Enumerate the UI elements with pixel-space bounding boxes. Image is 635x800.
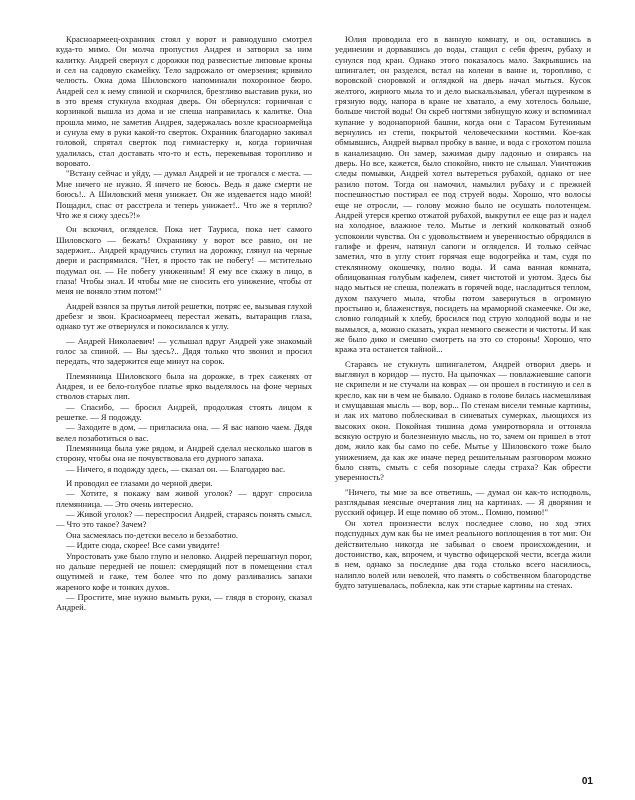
paragraph: Племянница Шиловского была на дорожке, в трех саженях от Андрея, и ее бело-голубое платье ярко выделялось на фоне черных стволов старых лип. [56,370,312,402]
paragraph: Юлия проводила его в ванную комнату, и он, оставшись в уединении и дорвавшись до воды, стащил с себя френч, рубаху и сунулся под кран. Однако этого показалось мало. Закрывшись на шпингалет, он разделся, встал на колени в ванне и, торопливо, с воровской сноровкой и оглядкой на дверь начал мыться. Кусок желтого, жирного мыла то и дело выскальзывал, убегал щуренком в грязную воду, напора в кране не хватало, а ему хотелось больше, больше чистой воды! Он скреб ногтями зябнущую кожу и вспоминал купание у водонапорной башни, когда они с Тарасом Бутениным вернулись из степи, покрытой человеческими костями. Кое-как обмывшись, Андрей вырвал пробку в ванне, и вода с грохотом пошла в канализацию. Он замер, зажимая дыру ладонью и озираясь на дверь. Но все, кажется, было спокойно, никто не слышал. Уничтожив следы помывки, Андрей хотел вытереться рубахой, однако от нее разило потом. Тогда он намочил, намылил рубаху и с прежней поспешностью постирал ее под струей воды. Хорошо, что волосы еще не отросли, — голову можно было не осушать полотенцем. Андрей утерся крепко отжатой рубахой, выкрутил ее еще раз и надел на холодное, влажное тело. Мытье и легкий колковатый озноб успокоили чувства. Он с удовольствием и уверенностью обрядился в галифе и френч, натянул сапоги и огляделся. И только сейчас заметил, что в углу стоит горячая еще водогрейка и там, судя по стеклянному окошечку, полно воды. И сама ванная комната, облицованная голубым кафелем, сияет чистотой и уютом. Здесь бы надо мыться не спеша, полежать в горячей воде, насладиться теплом, духом пахучего мыла, чтобы потом завернуться в огромную простыню и, блаженствуя, посидеть на мраморной скамеечке. Он же, словно голодный к хлебу, бросился под струю холодной воды и не вымылся, а, можно сказать, украл немного свежести и чистоты. И как же было дико и смешно смотреть на это со стороны! Хорошо, что кража эта останется тайной... [335,34,591,355]
paragraph: Стараясь не стукнуть шпингалетом, Андрей отворил дверь и выглянул в коридор — пусто. На цыпочках — повлажневшие сапоги не скрипели и не стучали на ковpax — он прошел в гостиную и сел в кресло, как ни в чем не бывало. Однако в голове билась насмешливая и смущавшая мысль — вор, вор... По стенам висели темные картины, и лак их матово поблескивал в синеватых сумерках, льющихся из высоких окон. Покойная тишина дома умиротворяла и оттоняла всякую острую и болезненную мысль, но то, зачем он пришел в этот дом, жило как бы само по себе. Мытье у Шиловского тоже было унижением, да как же иначе перед решительным разговором можно было снять, смыть с себя позорные следы страха? Как обрести уверенность? [335,358,591,483]
paragraph: Он вскочил, огляделся. Пока нет Тауриса, пока нет самого Шиловского — бежать! Охраннику у ворот все равно, он не задержит... Андрей крадучись ступил на дорожку, глянул на черные двери и распрямился. "Нет, я просто так не побегу! — мстительно подумал он. — Не побегу униженным! Я ему все скажу в лицо, в глаза! Чтобы знал. И чтобы мне не сносить его унижение, чтобы от меня не воняло этим потом!" [56,224,312,297]
paragraph: Он хотел произнести вслух последнее слово, но ход этих подспудных дум как бы не имел реального воплощения в тот миг. Он действительно никогда не забывал о своем происхождении, и достоинство, как, впрочем, и чувство офицерской чести, всегда жили в нем, однако за последние два года столько всего насилиось, налипло волей или неволей, что память о собственном благородстве будто затушевалась, поблекла, как эти старые картины на стенах. [335,517,591,590]
paragraph: Красноармеец-охранник стоял у ворот и равнодушно смотрел куда-то мимо. Он молча пропустил Андрея и затворил за ним калитку. Андрей свернул с дорожки под развесистые липовые кроны и сел на садовую скамейку. Тело задрожало от омерзения; кривило челюсть. Окна дома Шиловского напоминали похоронное бюро. Андрей сел к нему спиной и скорчился, брезгливо выставив руки, но в это время стукнула входная дверь. Он обернулся: горничная с корзинкой вышла из дома и не спеша направилась к калитке. Она прошла мимо, не заметив Андрея, задержалась возле красноармейца и сунула ему в руки какой-то сверток. Охранник благодарно закивал головой, спрятал сверток под гимнастерку и, когда горничная удалилась, стал доставать что-то и есть, перекевывая торопливо и воровато. [56,34,312,169]
paragraph: Она засмеялась по-детски весело и беззаботно. [66,529,239,540]
page-number: 01 [581,776,593,787]
paragraph: — Спасибо, — бросил Андрей, продолжая стоять лицом к решетке. — Я подожду. [56,401,312,423]
paragraph: — Хотите, я покажу вам живой уголок? — вдруг спросила племянница. — Это очень интересно. [56,488,312,509]
paragraph: — Ничего, я подожду здесь, — сказал он. — Благодарю вас. [66,463,286,474]
magazine-page [56,34,591,779]
paragraph: "Ничего, ты мне за все ответишь, — думал он как-то исподволь, разглядывая неясные очертания лиц на картинах. — Я дворянин и русский офицер. И еще помню об этом... Помню, помню!" [335,486,591,518]
paragraph: И проводил ее глазами до черной двери. [66,478,213,489]
paragraph: — Идите сюда, скорее! Все сами увидите! [66,540,220,551]
left-text-column [56,34,312,764]
paragraph: Упростовать уже было глупо и неловко. Андрей перешагнул порог, но дальше передней не пошел: смердящий пот в помещении стал ощутимей и гаже, тем более что по дому разливались запахи жареного кофе и тонких духов. [56,550,312,592]
paragraph: — Заходите в дом, — пригласила она. — Я вас напою чаем. Дядя велел позаботиться о вас. [56,422,312,443]
paragraph: "Встану сейчас и уйду, — думал Андрей и не трогался с места. — Мне ничего не нужно. Я ничего не боюсь. Ведь я даже смерти не боюсь!.. А Шиловский меня унижает. Он же издевается надо мной! Пощадил, спас от расстрела и теперь унижает!.. Что же я терплю? Что же я сижу здесь?!» [56,168,312,220]
paragraph: — Живой уголок? — переспросил Андрей, стараясь понять смысл. — Что это такое? Зачем? [56,509,312,530]
right-text-column [335,34,591,764]
paragraph: — Андрей Николаевич! — услышал вдруг Андрей уже знакомый голос за спиной. — Вы здесь?.. Дядя только что звонил и просил передать, что задержится еще минут на сорок. [56,335,312,367]
paragraph: Андрей взялся за прутья литой решетки, потряс ее, вызывая глухой дребезг и звон. Красноармеец перестал жевать, вытаращив глаза, однако тут же отвернулся и покосилался к углу. [56,300,312,332]
paragraph: — Простите, мне нужно вымыть руки, — глядя в сторону, сказал Андрей. [56,591,312,613]
paragraph: Племянница была уже рядом, и Андрей сделал несколько шагов в сторону, чтобы она не почувствовала его дурного запаха. [56,443,312,464]
